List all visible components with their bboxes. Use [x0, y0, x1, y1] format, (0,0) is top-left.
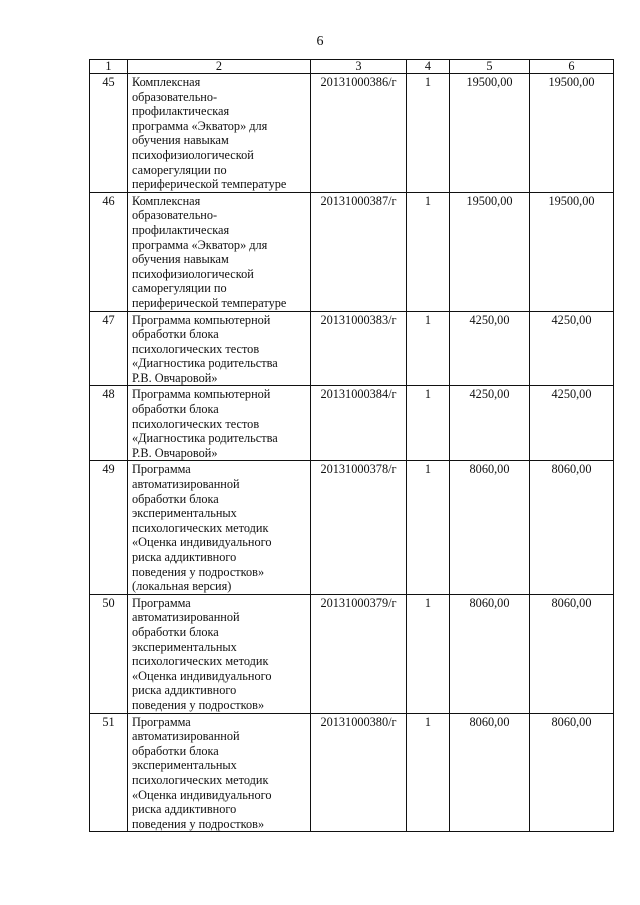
inventory-code-cell: 20131000378/г	[311, 461, 407, 594]
item-name-line: обработки блока	[132, 491, 219, 506]
item-name-line: психологических методик	[132, 520, 269, 535]
header-col-3: 3	[311, 60, 407, 74]
inventory-code-cell: 20131000380/г	[311, 713, 407, 832]
item-name-line: психологических методик	[132, 772, 269, 787]
header-col-5: 5	[450, 60, 530, 74]
item-name-line: Программа	[132, 462, 191, 477]
header-col-2: 2	[128, 60, 311, 74]
item-name-line: «Оценка индивидуального	[132, 535, 272, 550]
item-name-line: Комплексная	[132, 193, 201, 208]
item-name-line: «Диагностика родительства	[132, 356, 278, 371]
table-body	[90, 74, 614, 832]
unit-price-cell: 4250,00	[450, 311, 530, 386]
inventory-table	[89, 59, 614, 832]
item-name-line: образовательно-	[132, 208, 218, 223]
item-name-line: обработки блока	[132, 327, 219, 342]
table-row	[90, 713, 614, 832]
row-number-cell: 46	[90, 192, 128, 311]
row-number-cell: 50	[90, 594, 128, 713]
row-number-cell: 48	[90, 386, 128, 461]
item-name-line: обучения навыкам	[132, 252, 229, 267]
unit-price-cell: 19500,00	[450, 192, 530, 311]
quantity-cell: 1	[407, 461, 450, 594]
item-name-line: автоматизированной	[132, 477, 240, 492]
item-name-line: периферической температуре	[132, 295, 287, 310]
item-name-line: экспериментальных	[132, 506, 237, 521]
quantity-cell: 1	[407, 386, 450, 461]
total-sum-cell: 4250,00	[530, 311, 614, 386]
header-col-4: 4	[407, 60, 450, 74]
row-number-cell: 49	[90, 461, 128, 594]
quantity-cell: 1	[407, 192, 450, 311]
item-name-line: образовательно-	[132, 89, 218, 104]
table-row	[90, 311, 614, 386]
table-row	[90, 594, 614, 713]
item-name-line: профилактическая	[132, 222, 230, 237]
item-name-line: риска аддиктивного	[132, 550, 237, 564]
item-name-line: психологических методик	[132, 654, 269, 669]
item-name-line: поведения у подростков»	[132, 816, 265, 831]
table-row	[90, 461, 614, 594]
item-name-line: (локальная версия)	[132, 579, 232, 594]
total-sum-cell: 19500,00	[530, 192, 614, 311]
item-name-line: поведения у подростков»	[132, 564, 265, 579]
item-name-line: обработки блока	[132, 743, 219, 758]
total-sum-cell: 4250,00	[530, 386, 614, 461]
item-name-cell	[128, 461, 311, 594]
item-name-line: Р.В. Овчаровой»	[132, 370, 218, 385]
total-sum-cell: 8060,00	[530, 461, 614, 594]
item-name-line: обработки блока	[132, 624, 219, 639]
item-name-line: поведения у подростков»	[132, 697, 265, 712]
item-name-line: психофизиологической	[132, 266, 254, 281]
item-name-line: Р.В. Овчаровой»	[132, 445, 218, 460]
unit-price-cell: 19500,00	[450, 74, 530, 193]
item-name-line: психологических тестов	[132, 416, 260, 431]
quantity-cell: 1	[407, 311, 450, 386]
item-name-cell	[128, 713, 311, 832]
quantity-cell: 1	[407, 594, 450, 713]
table-row	[90, 386, 614, 461]
header-col-1: 1	[90, 60, 128, 74]
item-name-line: риска аддиктивного	[132, 802, 237, 817]
item-name-cell	[128, 192, 311, 311]
header-col-6: 6	[530, 60, 614, 74]
total-sum-cell: 19500,00	[530, 74, 614, 193]
quantity-cell: 1	[407, 74, 450, 193]
header-row	[90, 60, 614, 74]
inventory-code-cell: 20131000387/г	[311, 192, 407, 311]
quantity-cell: 1	[407, 713, 450, 832]
row-number-cell: 51	[90, 713, 128, 832]
item-name-line: обучения навыкам	[132, 133, 229, 148]
item-name-line: автоматизированной	[132, 729, 240, 744]
item-name-line: «Оценка индивидуального	[132, 787, 272, 802]
item-name-line: «Диагностика родительства	[132, 431, 278, 446]
item-name-line: саморегуляции по	[132, 281, 227, 296]
inventory-code-cell: 20131000379/г	[311, 594, 407, 713]
item-name-line: периферической температуре	[132, 177, 287, 192]
unit-price-cell: 8060,00	[450, 461, 530, 594]
item-name-line: экспериментальных	[132, 758, 237, 773]
item-name-line: автоматизированной	[132, 610, 240, 625]
item-name-line: Программа	[132, 595, 191, 610]
item-name-line: экспериментальных	[132, 639, 237, 654]
item-name-line: саморегуляции по	[132, 162, 227, 177]
row-number-cell: 47	[90, 311, 128, 386]
inventory-code-cell: 20131000384/г	[311, 386, 407, 461]
total-sum-cell: 8060,00	[530, 594, 614, 713]
item-name-cell	[128, 386, 311, 461]
item-name-line: риска аддиктивного	[132, 683, 237, 698]
item-name-cell	[128, 311, 311, 386]
item-name-line: психологических тестов	[132, 341, 260, 356]
total-sum-cell: 8060,00	[530, 713, 614, 832]
page-number: 6	[316, 34, 324, 49]
unit-price-cell: 4250,00	[450, 386, 530, 461]
item-name-line: Программа компьютерной	[132, 387, 271, 402]
item-name-cell	[128, 594, 311, 713]
inventory-code-cell: 20131000386/г	[311, 74, 407, 193]
table-row	[90, 192, 614, 311]
unit-price-cell: 8060,00	[450, 594, 530, 713]
item-name-line: Программа	[132, 714, 191, 729]
row-number-cell: 45	[90, 74, 128, 193]
unit-price-cell: 8060,00	[450, 713, 530, 832]
item-name-line: профилактическая	[132, 104, 230, 119]
item-name-line: программа «Экватор» для	[132, 118, 268, 133]
item-name-line: «Оценка индивидуального	[132, 668, 272, 683]
item-name-cell	[128, 74, 311, 193]
item-name-line: обработки блока	[132, 402, 219, 417]
item-name-line: программа «Экватор» для	[132, 237, 268, 252]
item-name-line: Комплексная	[132, 75, 201, 89]
inventory-code-cell: 20131000383/г	[311, 311, 407, 386]
item-name-line: психофизиологической	[132, 147, 254, 162]
item-name-line: Программа компьютерной	[132, 312, 271, 327]
table-row	[90, 74, 614, 193]
